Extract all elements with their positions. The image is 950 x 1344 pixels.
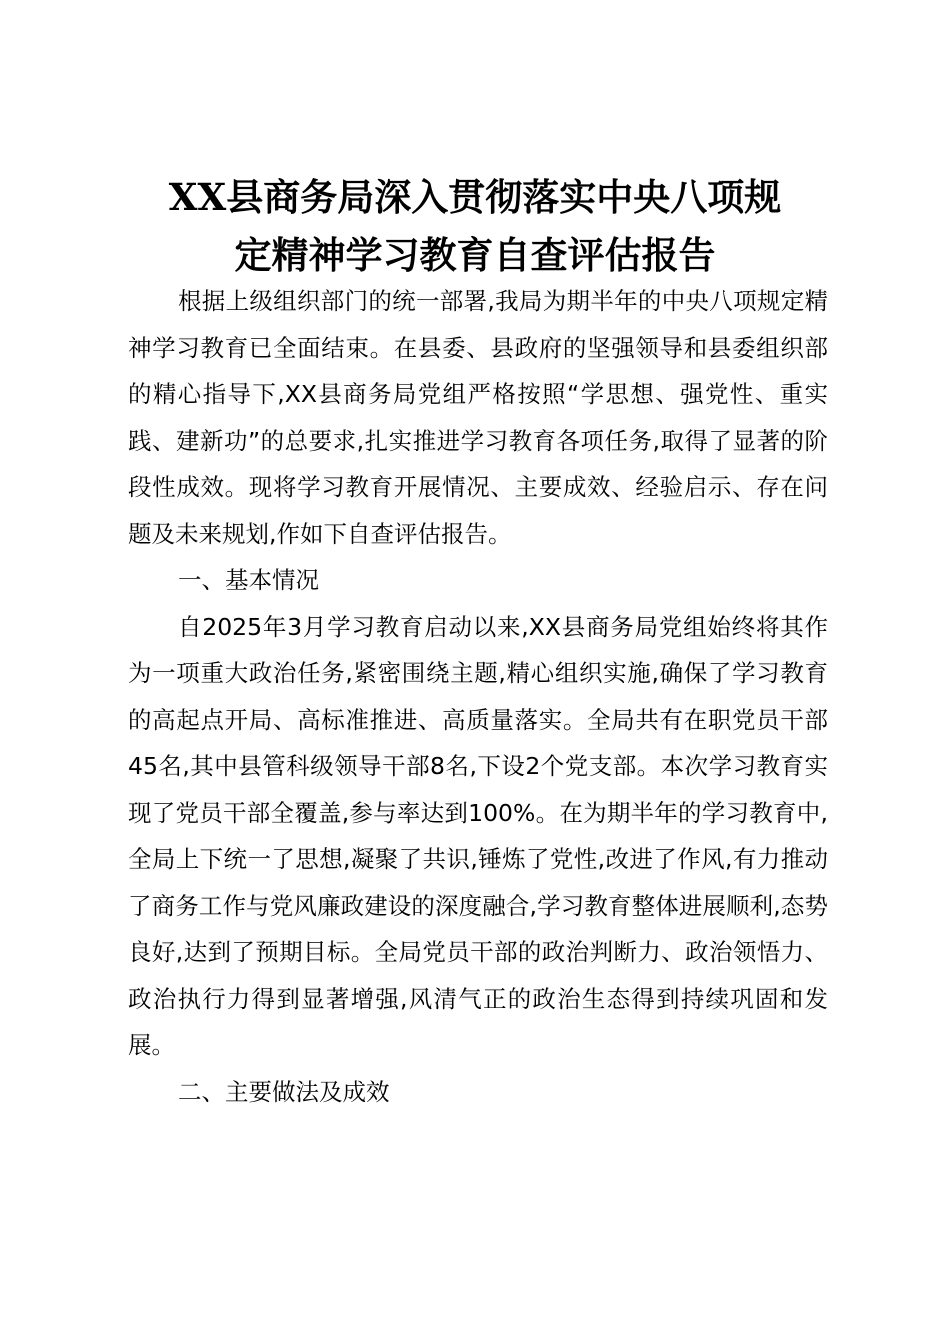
document-title	[110, 168, 840, 284]
intro-paragraph: 根据上级组织部门的统一部署,我局为期半年的中央八项规定精神学习教育已全面结束。在县委、县政府的坚强领导和县委组织部的精心指导下,XX县商务局党组严格按照“学思想、强党性、重实践、建新功”的总要求,扎实推进学习教育各项任务,取得了显著的阶段性成效。现将学习教育开展情况、主要成效、经验启示、存在问题及未来规划,作如下自查评估报告。	[128, 287, 828, 548]
title-line-1: XX县商务局深入贯彻落实中央八项规	[168, 175, 782, 219]
document-body	[128, 278, 828, 1115]
title-line-2: 定精神学习教育自查评估报告	[234, 233, 716, 277]
section-heading-main-practices: 二、主要做法及成效	[178, 1077, 390, 1106]
section-heading-basic-situation: 一、基本情况	[178, 566, 319, 594]
basic-situation-paragraph: 自2025年3月学习教育启动以来,XX县商务局党组始终将其作为一项重大政治任务,紧密围绕主题,精心组织实施,确保了学习教育的高起点开局、高标准推进、高质量落实。全局共有在职党员干部45名,其中县管科级领导干部8名,下设2个党支部。本次学习教育实现了党员干部全覆盖,参与率达到100%。在为期半年的学习教育中,全局上下统一了思想,凝聚了共识,锤炼了党性,改进了作风,有力推动了商务工作与党风廉政建设的深度融合,学习教育整体进展顺利,态势良好,达到了预期目标。全局党员干部的政治判断力、政治领悟力、政治执行力得到显著增强,风清气正的政治生态得到持续巩固和发展。	[128, 612, 828, 1059]
